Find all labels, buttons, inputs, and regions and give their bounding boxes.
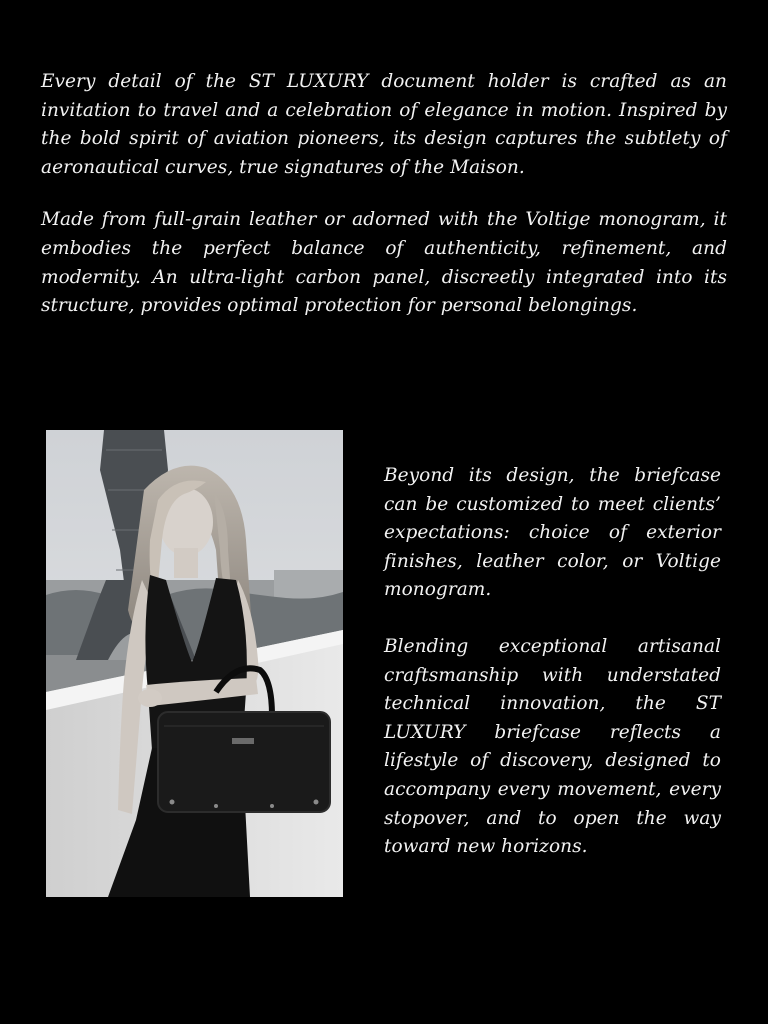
intro-text-block (41, 68, 727, 345)
side-text-block (384, 462, 721, 890)
woman-with-briefcase-eiffel-tower-photo (46, 430, 343, 897)
product-photo (46, 430, 343, 897)
side-paragraph-1: Beyond its design, the briefcase can be customized to meet clients’ expectations: choice of exterior finishes, leather color, or Voltige monogram. (384, 465, 721, 601)
intro-paragraph-1: Every detail of the ST LUXURY document holder is crafted as an invitation to travel and a celebration of elegance in motion. Inspired by the bold spirit of aviation pioneers, its design captures the subtlety of aeronautical curves, true signatures of the Maison. (41, 71, 727, 178)
side-paragraph-2: Blending exceptional artisanal craftsmanship with understated technical innovation, the ST LUXURY briefcase reflects a lifestyle of discovery, designed to accompany every movement, every stopover, and to open the way toward new horizons. (384, 635, 721, 858)
intro-paragraph-2: Made from full-grain leather or adorned with the Voltige monogram, it embodies the perfect balance of authenticity, refinement, and modernity. An ultra-light carbon panel, discreetly integrated into its structure, provides optimal protection for personal belongings. (41, 209, 727, 317)
